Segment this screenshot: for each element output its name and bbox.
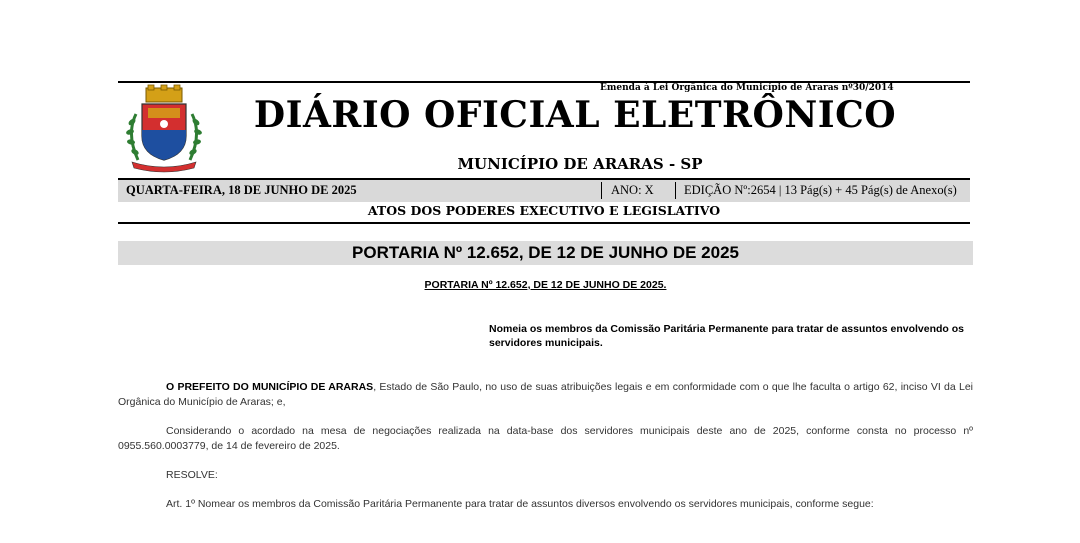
document-ementa: Nomeia os membros da Comissão Paritária Permanente para tratar de assuntos envolvendo os servidores municipais. [489, 323, 964, 349]
info-separator [601, 182, 602, 199]
preamble-lead: O PREFEITO DO MUNICÍPIO DE ARARAS [166, 381, 374, 393]
edition-number: EDIÇÃO Nº:2654 | 13 Pág(s) + 45 Pág(s) de Anexo(s) [684, 183, 957, 197]
document-subheading: PORTARIA Nº 12.652, DE 12 DE JUNHO DE 2025. [424, 279, 667, 291]
preamble-text: , Estado de São Paulo, no uso de suas atribuições legais e em conformidade com o que lhe faculta o artigo 62, inciso VI da Lei Orgânica do Município de Araras; e, [118, 381, 973, 408]
paragraph-preamble [118, 380, 973, 410]
publication-date: QUARTA-FEIRA, 18 DE JUNHO DE 2025 [126, 183, 357, 197]
article-1-text: Art. 1º Nomear os membros da Comissão Paritária Permanente para tratar de assuntos diversos envolvendo os servidores municipais, conforme segue: [166, 498, 874, 510]
document-heading: PORTARIA Nº 12.652, DE 12 DE JUNHO DE 2025 [118, 241, 973, 265]
publication-year: ANO: X [611, 183, 654, 197]
header-bottom-rule [118, 222, 970, 224]
paragraph-article-1 [118, 497, 973, 512]
paragraph-resolve [118, 468, 973, 483]
araras-coat-of-arms-icon [122, 84, 206, 174]
paragraph-considerando [118, 424, 973, 454]
info-separator [675, 182, 676, 199]
resolve-text: RESOLVE: [166, 469, 218, 481]
municipality-name: MUNICÍPIO DE ARARAS - SP [457, 155, 703, 173]
considerando-text: Considerando o acordado na mesa de negociações realizada na data-base dos servidores municipais deste ano de 2025, conforme consta no processo nº 0955.560.0003779, de 14 de fevereiro de 2025. [118, 425, 973, 452]
emenda-note: Emenda à Lei Orgânica do Município de Araras nº30/2014 [600, 83, 894, 93]
edition-info-bar [118, 178, 970, 202]
newspaper-title: DIÁRIO OFICIAL ELETRÔNICO [253, 94, 897, 136]
section-heading: ATOS DOS PODERES EXECUTIVO E LEGISLATIVO [367, 203, 721, 218]
